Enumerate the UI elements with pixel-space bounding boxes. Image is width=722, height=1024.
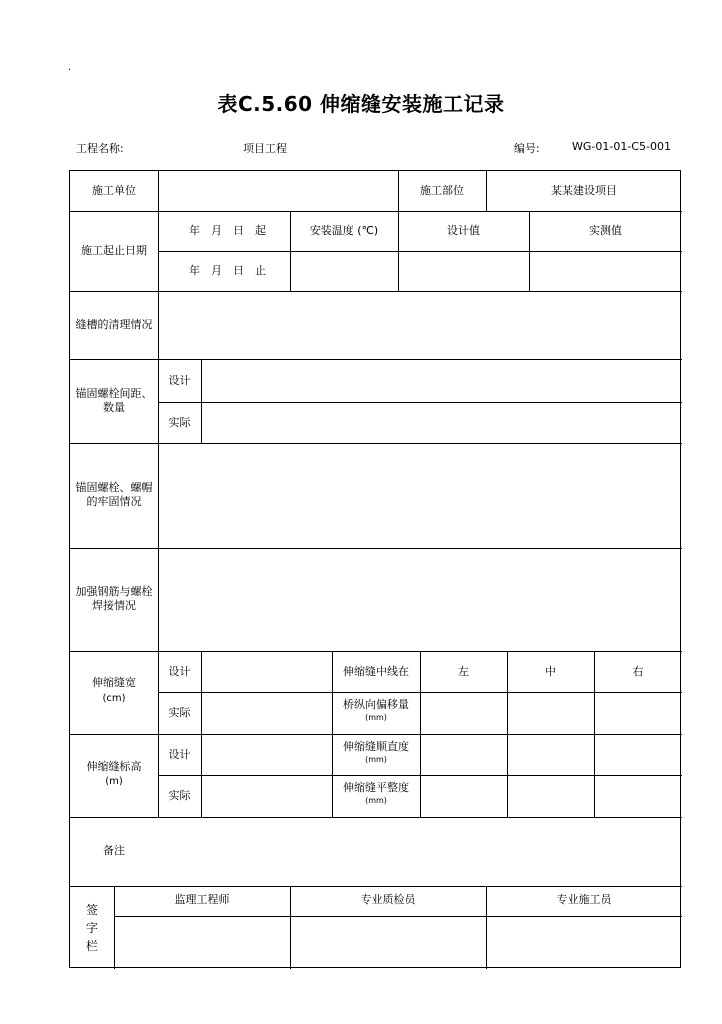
flatness-label: 伸缩缝平整度 — [343, 781, 409, 794]
anchor-actual-label: 实际 — [168, 416, 191, 429]
elevation-actual-label: 实际 — [168, 789, 191, 802]
anchor-firm-label: 锚固螺栓、螺帽的牢固情况 — [75, 481, 153, 508]
elevation-design-label: 设计 — [168, 748, 191, 761]
project-name-value: 项目工程 — [243, 142, 287, 155]
straightness-unit: (mm) — [365, 755, 387, 764]
corner-dot: . — [68, 62, 72, 73]
remarks-label: 备注 — [103, 844, 125, 857]
code-label: 编号: — [514, 142, 540, 155]
bridge-offset-unit: (mm) — [365, 713, 387, 722]
rebar-weld-label: 加强钢筋与螺栓焊接情况 — [75, 585, 153, 612]
install-temp-label: 安装温度 (℃) — [309, 224, 379, 237]
right-label: 右 — [632, 665, 644, 678]
record-table — [69, 170, 681, 968]
date-end: 年 月 日 止 — [189, 264, 266, 277]
sign-column-label: 签字栏 — [85, 903, 98, 953]
project-name-label: 工程名称: — [76, 142, 124, 155]
joint-width-unit: (cm) — [102, 693, 126, 704]
joint-width-label: 伸缩缝宽 — [92, 676, 136, 689]
construction-unit-label: 施工单位 — [92, 184, 136, 197]
construction-site-value: 某某建设项目 — [551, 184, 617, 197]
elevation-unit: (m) — [105, 776, 123, 787]
elevation-label: 伸缩缝标高 — [86, 760, 142, 773]
design-value-label: 设计值 — [447, 224, 480, 237]
straightness-label: 伸缩缝顺直度 — [343, 740, 409, 753]
date-range-label: 施工起止日期 — [81, 244, 147, 257]
constructor-label: 专业施工员 — [556, 893, 612, 906]
code-value: WG-01-01-C5-001 — [572, 140, 671, 153]
width-design-label: 设计 — [168, 665, 191, 678]
groove-clean-label: 缝槽的清理情况 — [75, 318, 153, 331]
supervisor-label: 监理工程师 — [174, 893, 230, 906]
measured-value-label: 实测值 — [589, 224, 622, 237]
anchor-spacing-label: 锚固螺栓间距、数量 — [75, 387, 153, 414]
quality-inspector-label: 专业质检员 — [360, 893, 416, 906]
left-label: 左 — [458, 665, 469, 678]
construction-site-label: 施工部位 — [420, 184, 464, 197]
middle-label: 中 — [545, 665, 556, 678]
width-actual-label: 实际 — [168, 706, 191, 719]
centerline-label: 伸缩缝中线在 — [343, 665, 409, 678]
date-start: 年 月 日 起 — [189, 224, 266, 237]
anchor-design-label: 设计 — [168, 374, 191, 387]
bridge-offset-label: 桥纵向偏移量 — [343, 698, 409, 711]
flatness-unit: (mm) — [365, 796, 387, 805]
page-title: 表C.5.60 伸缩缝安装施工记录 — [217, 92, 505, 116]
